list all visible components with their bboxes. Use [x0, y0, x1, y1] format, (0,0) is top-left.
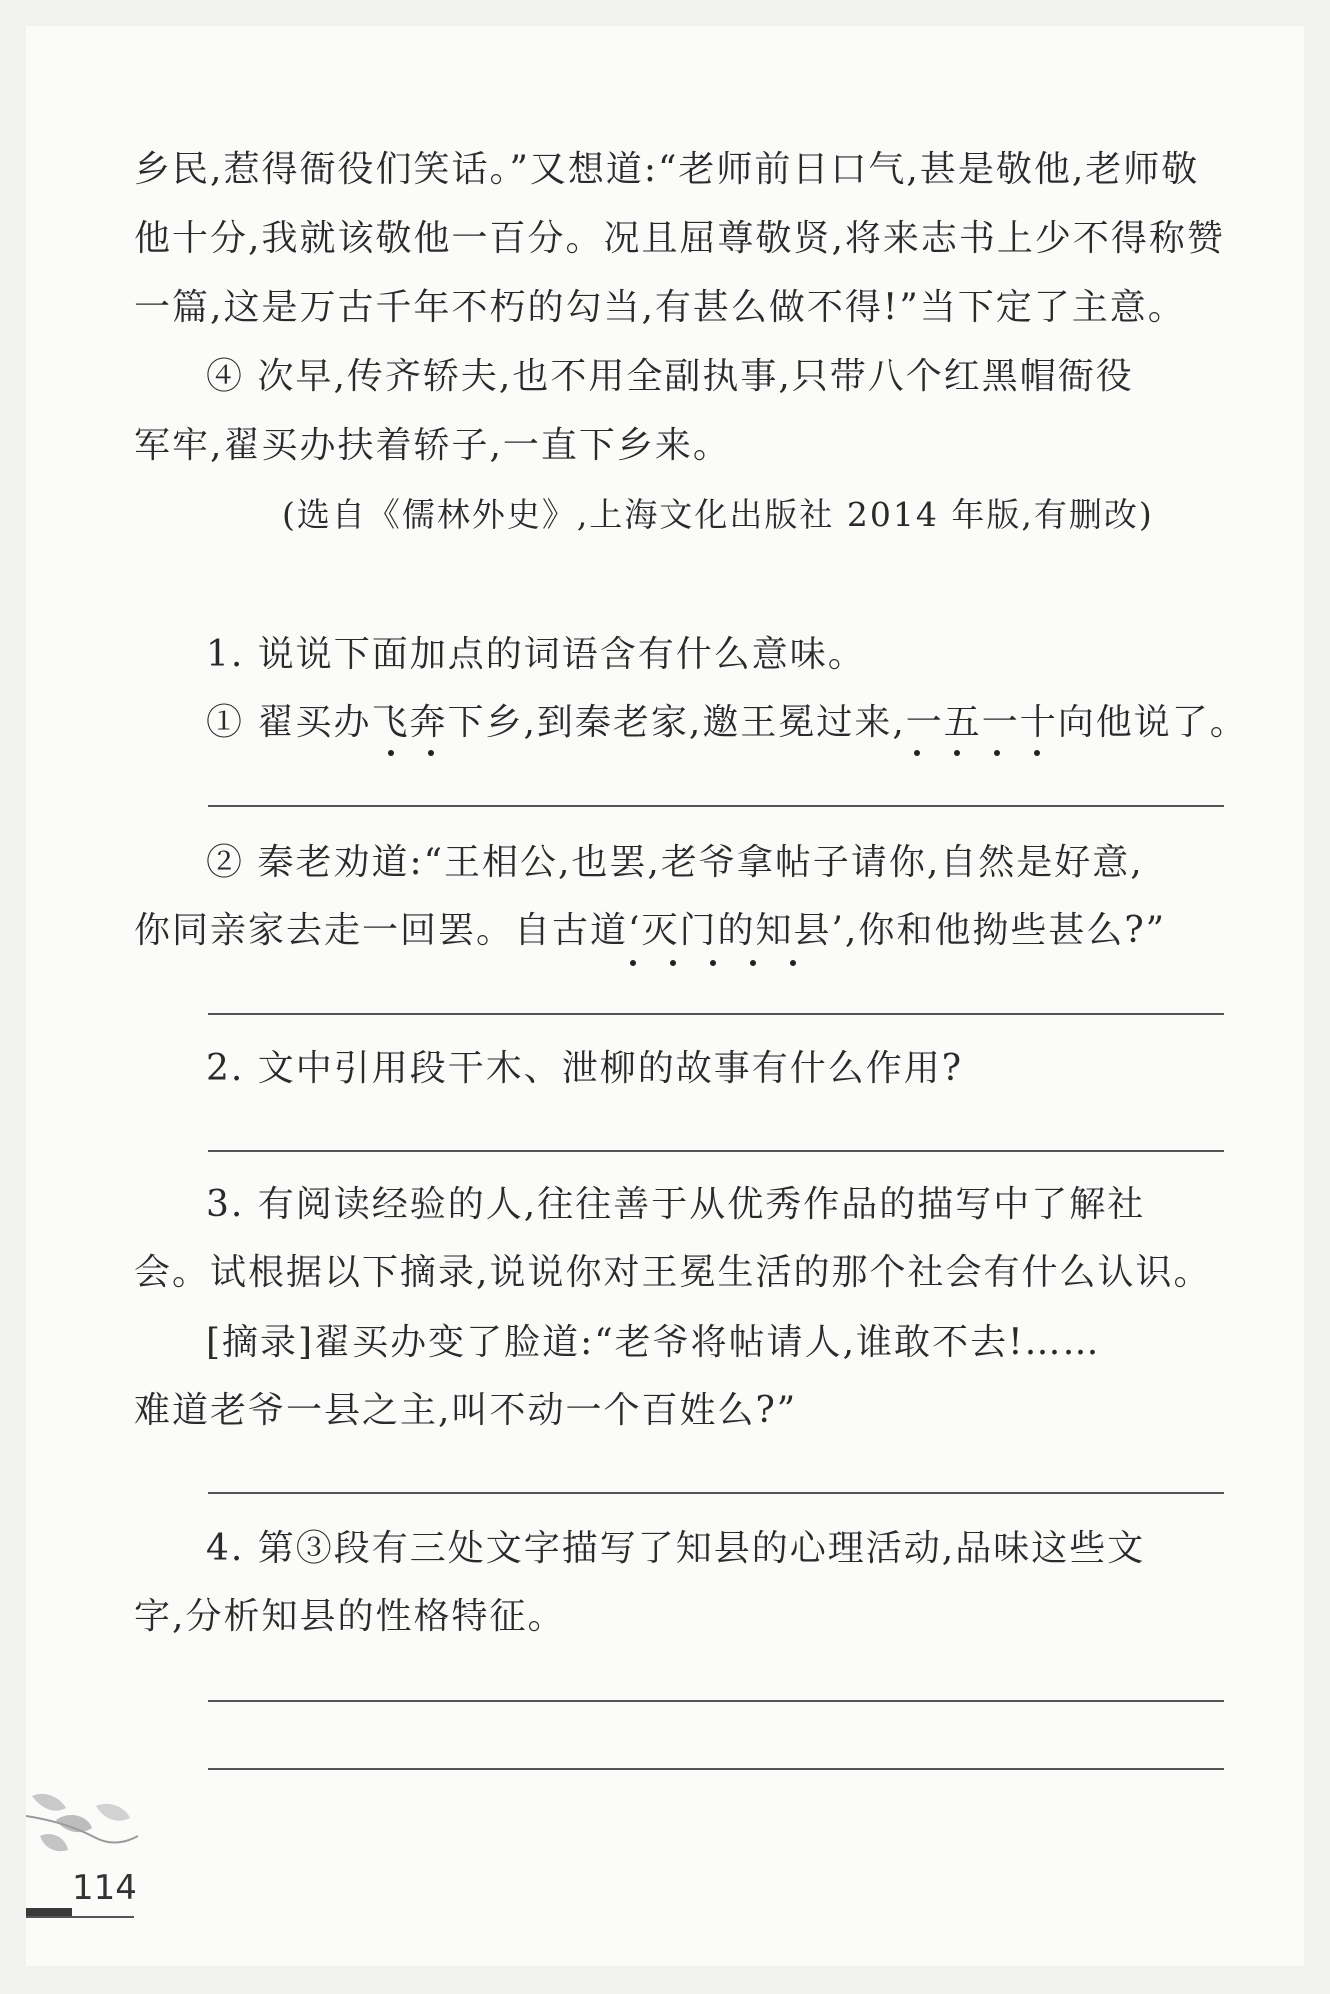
question-3-prompt: 3. 有阅读经验的人,往往善于从优秀作品的描写中了解社 — [206, 1184, 1146, 1225]
question-1-item-2: ② 秦老劝道:“王相公,也罢,老爷拿帖子请你,自然是好意, — [206, 842, 1144, 883]
answer-line[interactable] — [208, 805, 1224, 807]
question-4-prompt: 4. 第③段有三处文字描写了知县的心理活动,品味这些文 — [206, 1528, 1146, 1569]
question-1-prompt: 1. 说说下面加点的词语含有什么意味。 — [206, 634, 866, 675]
page-number: 114 — [72, 1868, 137, 1908]
question-1-item-1: ① 翟买办飞奔下乡,到秦老家,邀王冕过来,一五一十向他说了。 — [206, 702, 1248, 743]
passage-line: ④ 次早,传齐轿夫,也不用全副执事,只带八个红黑帽衙役 — [206, 356, 1134, 397]
passage-line: 军牢,翟买办扶着轿子,一直下乡来。 — [134, 425, 731, 466]
emphasis-dots-miemen — [630, 960, 830, 968]
answer-line[interactable] — [208, 1700, 1224, 1702]
answer-line[interactable] — [208, 1013, 1224, 1015]
passage-source: (选自《儒林外史》,上海文化出版社 2014 年版,有删改) — [282, 495, 1154, 534]
question-3-prompt-cont: 会。试根据以下摘录,说说你对王冕生活的那个社会有什么认识。 — [134, 1252, 1212, 1293]
passage-line: 一篇,这是万古千年不朽的勾当,有甚么做不得!”当下定了主意。 — [134, 287, 1186, 328]
answer-line[interactable] — [208, 1150, 1224, 1152]
emphasis-dots-feiben — [388, 750, 468, 758]
question-1-item-2-cont: 你同亲家去走一回罢。自古道‘灭门的知县’,你和他拗些甚么?” — [134, 910, 1167, 951]
passage-line: 他十分,我就该敬他一百分。况且屈尊敬贤,将来志书上少不得称赞 — [134, 218, 1225, 259]
emphasis-dots-yiwuyishi — [914, 750, 1074, 758]
leaf-decoration-icon — [26, 1786, 146, 1876]
passage-line: 乡民,惹得衙役们笑话。”又想道:“老师前日口气,甚是敬他,老师敬 — [134, 149, 1200, 190]
answer-line[interactable] — [208, 1492, 1224, 1494]
question-4-prompt-cont: 字,分析知县的性格特征。 — [134, 1596, 566, 1637]
answer-line[interactable] — [208, 1768, 1224, 1770]
question-2-prompt: 2. 文中引用段干木、泄柳的故事有什么作用? — [206, 1048, 964, 1089]
page-number-underline — [26, 1916, 134, 1918]
question-3-excerpt-cont: 难道老爷一县之主,叫不动一个百姓么?” — [134, 1390, 798, 1431]
question-3-excerpt: [摘录]翟买办变了脸道:“老爷将帖请人,谁敢不去!…… — [206, 1322, 1101, 1363]
